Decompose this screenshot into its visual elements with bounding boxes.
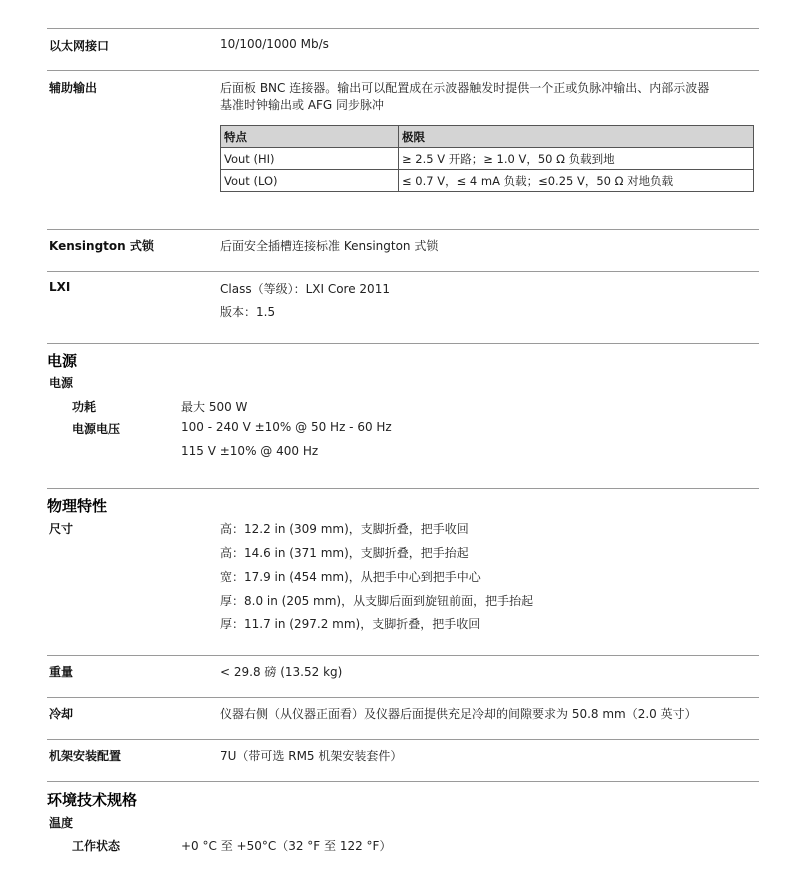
table-cell: ≤ 0.7 V，≤ 4 mA 负载；≤0.25 V，50 Ω 对地负载 [399, 170, 754, 192]
physical-section-title: 物理特性 [47, 497, 108, 515]
cooling-value: 仪器右侧（从仪器正面看）及仪器后面提供充足冷却的间隙要求为 50.8 mm（2.0 英寸） [220, 707, 697, 721]
operating-value: +0 °C 至 +50°C（32 °F 至 122 °F） [181, 839, 392, 853]
rack-mount-label: 机架安装配置 [49, 749, 122, 763]
kensington-label: Kensington 式锁 [49, 239, 154, 253]
divider [47, 28, 759, 29]
table-header-row [221, 126, 754, 148]
lxi-class-value: Class（等级）：LXI Core 2011 [220, 282, 390, 296]
table-cell: ≥ 2.5 V 开路；≥ 1.0 V，50 Ω 负载到地 [399, 148, 754, 170]
table-row [221, 148, 754, 170]
lxi-version-value: 版本：1.5 [220, 305, 276, 319]
size-value: 厚：8.0 in (205 mm)，从支脚后面到旋钮前面，把手抬起 [220, 594, 534, 608]
table-cell: Vout (LO) [221, 170, 399, 192]
table-row [221, 170, 754, 192]
size-value: 厚：11.7 in (297.2 mm)，支脚折叠，把手收回 [220, 617, 481, 631]
divider [47, 697, 759, 698]
rack-mount-value: 7U（带可选 RM5 机架安装套件） [220, 749, 403, 763]
power-consumption-label: 功耗 [72, 400, 97, 414]
weight-label: 重量 [49, 665, 74, 679]
lxi-label: LXI [49, 280, 71, 294]
size-value: 高：12.2 in (309 mm)，支脚折叠，把手收回 [220, 522, 469, 536]
power-subtitle: 电源 [49, 376, 74, 390]
ethernet-label: 以太网接口 [49, 39, 110, 53]
power-voltage-label: 电源电压 [72, 422, 121, 436]
operating-label: 工作状态 [72, 839, 121, 853]
divider [47, 70, 759, 71]
cooling-label: 冷却 [49, 707, 74, 721]
ethernet-value: 10/100/1000 Mb/s [220, 37, 329, 51]
divider [47, 655, 759, 656]
power-voltage-value-1: 100 - 240 V ±10% @ 50 Hz - 60 Hz [181, 420, 392, 434]
temperature-label: 温度 [49, 816, 74, 830]
aux-output-label: 辅助输出 [49, 81, 98, 95]
power-voltage-value-2: 115 V ±10% @ 400 Hz [181, 444, 319, 458]
table-header-feature: 特点 [221, 126, 399, 148]
aux-output-spec-table [220, 125, 754, 192]
divider [47, 739, 759, 740]
size-label: 尺寸 [49, 522, 74, 536]
power-section-title: 电源 [47, 352, 78, 370]
table-header-limit: 极限 [399, 126, 754, 148]
section-divider [47, 488, 759, 489]
aux-output-desc-line2: 基准时钟输出或 AFG 同步脉冲 [220, 98, 385, 112]
divider [47, 271, 759, 272]
table-cell: Vout (HI) [221, 148, 399, 170]
size-value: 宽：17.9 in (454 mm)，从把手中心到把手中心 [220, 570, 481, 584]
kensington-value: 后面安全插槽连接标准 Kensington 式锁 [220, 239, 439, 253]
section-divider [47, 343, 759, 344]
section-divider [47, 781, 759, 782]
divider [47, 229, 759, 230]
size-value: 高：14.6 in (371 mm)，支脚折叠，把手抬起 [220, 546, 469, 560]
aux-output-desc-line1: 后面板 BNC 连接器。输出可以配置成在示波器触发时提供一个正或负脉冲输出、内部示波器 [220, 81, 710, 95]
power-consumption-value: 最大 500 W [181, 400, 248, 414]
weight-value: < 29.8 磅 (13.52 kg) [220, 665, 343, 679]
environment-section-title: 环境技术规格 [47, 791, 138, 809]
